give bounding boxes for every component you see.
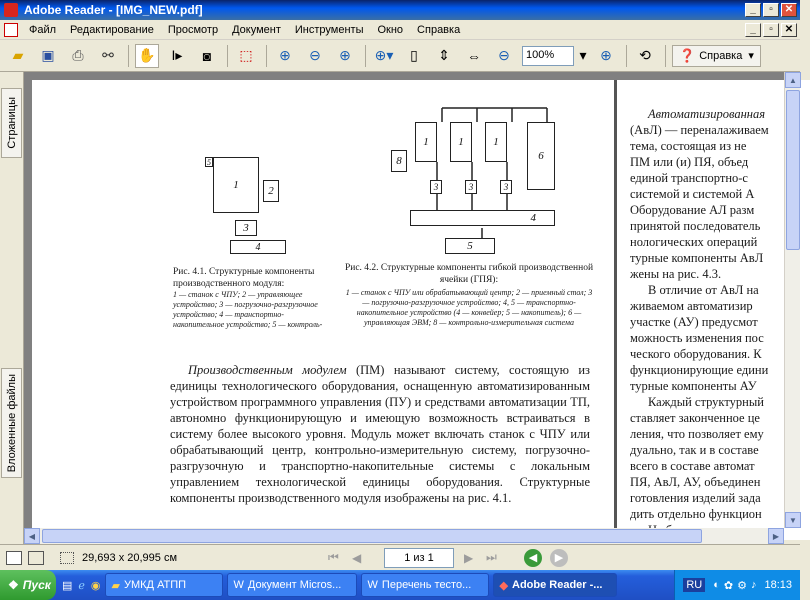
fig41-box-3: 3 — [235, 220, 257, 236]
zoom-in-icon[interactable]: ⊕ — [279, 47, 291, 63]
document-viewport[interactable] — [24, 72, 784, 528]
right-column-line: готовления изделий зада — [630, 491, 761, 505]
menu-window[interactable]: Окно — [377, 23, 404, 36]
help-button[interactable] — [672, 45, 761, 67]
rotate-view-icon[interactable]: ⟲ — [639, 47, 651, 63]
right-column-line: тема, состоящая из не — [630, 139, 747, 153]
windows-logo-icon: ❖ — [8, 578, 19, 592]
fig41-box-1: 1 — [213, 157, 259, 213]
minimize-button[interactable]: _ — [745, 3, 761, 17]
vertical-scrollbar[interactable] — [784, 72, 800, 528]
next-page-icon[interactable]: ▶ — [464, 550, 474, 565]
page-number-field[interactable]: 1 из 1 — [384, 548, 454, 568]
right-column-line: живаемом автоматизир — [630, 299, 753, 313]
tab-pages[interactable] — [1, 88, 22, 158]
tray-icon-2[interactable]: ✿ — [723, 579, 734, 592]
taskbar — [0, 570, 800, 600]
fig42-box-6: 6 — [527, 122, 555, 190]
toolbar-separator — [626, 45, 627, 67]
fig42-box-3b: 3 — [465, 180, 477, 194]
actual-size-icon[interactable]: ▯ — [410, 47, 418, 63]
menu-help[interactable]: Справка — [417, 23, 461, 36]
help-label: Справка — [699, 49, 743, 62]
fig42-box-3a: 3 — [430, 180, 442, 194]
toolbar-separator — [227, 45, 228, 67]
main-paragraph — [170, 362, 590, 506]
right-column-line: Каждый структурный — [648, 395, 764, 409]
fig41-box-4: 4 — [230, 240, 286, 254]
adobe-reader-icon — [4, 3, 18, 17]
word-icon: W — [233, 579, 244, 591]
menu-bar — [0, 20, 800, 40]
fig41-caption: Рис. 4.1. Структурные компоненты производственного модуля: — [173, 267, 315, 289]
fig41-legend: 1 — станок с ЧПУ; 2 — управляющее устройство; 3 — погрузочно-разгрузочное устройство; 4 — транспортно-накопительное устройство; 5 — контроль- — [173, 290, 323, 329]
scroll-left-icon[interactable]: ◀ — [24, 528, 40, 544]
menu-view[interactable]: Просмотр — [167, 23, 219, 36]
continuous-page-icon[interactable] — [28, 551, 44, 565]
select-text-icon[interactable]: I▸ — [171, 47, 183, 63]
task-adobe-reader[interactable] — [493, 573, 617, 597]
search-binoculars-icon[interactable]: ⚯ — [102, 47, 114, 63]
page-fold-shadow — [614, 80, 617, 540]
quicklaunch-icon[interactable]: ▤ — [62, 579, 73, 592]
folder-icon: ▰ — [111, 579, 120, 592]
scroll-up-icon[interactable]: ▲ — [785, 72, 801, 88]
right-column-line: жены на рис. 4.3. — [630, 267, 722, 281]
system-tray — [674, 570, 800, 600]
clock: 18:13 — [764, 579, 792, 591]
snapshot-icon[interactable]: ◙ — [202, 47, 212, 64]
right-column-line: турные компоненты АвЛ — [630, 251, 764, 265]
back-icon[interactable]: ◀ — [524, 549, 542, 567]
toolbar-separator — [128, 45, 129, 67]
ie-icon[interactable]: ℯ — [78, 579, 85, 592]
toolbar-separator — [665, 45, 666, 67]
adobe-icon: ◆ — [499, 579, 508, 592]
language-indicator[interactable]: RU — [683, 578, 705, 592]
right-column-line: единой транспортно-с — [630, 171, 748, 185]
page-size-text: 29,693 x 20,995 см — [82, 551, 178, 564]
right-column-line: ПМ или (и) ПЯ, объед — [630, 155, 749, 169]
toolbar-separator — [365, 45, 366, 67]
menu-document[interactable]: Документ — [232, 23, 281, 36]
fig42-box-1b: 1 — [450, 122, 472, 162]
help-icon: ❓ — [679, 47, 696, 63]
menu-tools[interactable]: Инструменты — [294, 23, 364, 36]
zoom-tool-icon[interactable]: ⊕▾ — [374, 47, 394, 63]
zoom-out-small-icon[interactable]: ⊖ — [498, 47, 510, 63]
right-column-line: В отличие от АвЛ на — [648, 283, 759, 297]
hand-tool-icon[interactable]: ✋ — [135, 44, 159, 68]
fig42-box-1c: 1 — [485, 122, 507, 162]
zoom-in-alt-icon[interactable]: ⊕ — [339, 47, 351, 63]
menu-file[interactable]: Файл — [29, 23, 57, 36]
right-column-line: ПЯ, АвЛ, АУ, объединен — [630, 475, 761, 489]
media-icon[interactable]: ◉ — [90, 579, 101, 592]
vertical-scroll-thumb[interactable] — [786, 90, 800, 250]
tray-icon-3[interactable]: ⚙ — [737, 579, 747, 592]
tab-pages-label: Страницы — [5, 97, 18, 149]
start-button[interactable] — [0, 570, 56, 600]
right-column-line: дуально, так и в составе — [630, 443, 759, 457]
doc-restore-button[interactable]: ▫ — [763, 23, 779, 37]
word-icon: W — [367, 579, 378, 591]
chevron-down-icon: ▾ — [748, 50, 754, 62]
fit-width-icon[interactable]: ⇔ — [467, 47, 481, 64]
pdf-document-icon[interactable] — [4, 23, 18, 37]
task-umkd[interactable] — [105, 573, 223, 597]
tab-attachments[interactable] — [1, 368, 22, 478]
navigation-pane — [0, 72, 24, 544]
window-title: Adobe Reader - [IMG_NEW.pdf] — [24, 3, 203, 17]
main-paragraph-text: (ПМ) называют систему, состоящую из единицы технологического оборудования, оснащенную автоматизированным устройством программного управления (ПУ) и средствами автоматизации ТП, автономно функционирующую и имеющую возможность встраиваться в систему более высокого уровня. Модуль может включать станок с ЧПУ или обрабатывающий центр, контрольно-измерительную систему, погрузочно-разгрузочную и транспортно-накопительные системы с локальным управлением технологической единицы оборудования. Структурные компоненты производственного модуля изображены на рис. 4.1. — [170, 363, 590, 505]
zoom-dropdown-icon[interactable]: ▾ — [579, 47, 587, 63]
prev-page-icon[interactable]: ◀ — [352, 550, 362, 565]
last-page-icon[interactable]: ⏭ — [486, 550, 497, 564]
right-column-line: можность изменения пос — [630, 331, 764, 345]
scroll-down-icon[interactable]: ▼ — [785, 512, 801, 528]
save-icon[interactable]: ▣ — [41, 47, 55, 63]
right-column-line: всего в составе автомат — [630, 459, 755, 473]
right-column-line: (АвЛ) — переналаживаем — [630, 123, 769, 137]
status-bar — [0, 544, 800, 570]
pdf-page — [32, 80, 810, 540]
title-bar — [0, 0, 800, 20]
task-word-doc[interactable] — [227, 573, 357, 597]
fit-page-icon[interactable]: ⇕ — [438, 47, 450, 63]
right-column-line: ческого оборудования. К — [630, 347, 762, 361]
main-paragraph-term: Производственным модулем — [188, 363, 347, 377]
start-label: Пуск — [22, 578, 51, 592]
doc-close-button[interactable]: ✕ — [781, 23, 797, 37]
crop-icon[interactable]: ⬚ — [239, 47, 253, 63]
right-column-line: Оборудование АЛ разм — [630, 203, 755, 217]
fig42-legend: 1 — станок с ЧПУ или обрабатывающий центр; 2 — приемный стол; 3 — погрузочно-разгрузочное устройство; 4, 5 — транспортно-накопительное устройство (4 — конвейер; 5 — накопитель); 6 — управляющая ЭВМ; 8 — контрольно-измерительная система — [345, 288, 593, 327]
scroll-right-icon[interactable]: ▶ — [768, 528, 784, 544]
right-column-line: ления, что позволяет ему — [630, 427, 764, 441]
fig42-caption: Рис. 4.2. Структурные компоненты гибкой производственной ячейки (ГПЯ): — [344, 263, 594, 285]
task-word-list-label: Перечень тесто... — [381, 579, 472, 591]
close-button[interactable]: ✕ — [781, 3, 797, 17]
first-page-icon[interactable]: ⏮ — [328, 550, 339, 564]
volume-icon[interactable]: ♪ — [750, 579, 757, 591]
single-page-icon[interactable] — [6, 551, 22, 565]
fig42-box-3c: 3 — [500, 180, 512, 194]
task-umkd-label: УМКД АТПП — [124, 579, 187, 591]
horizontal-scroll-thumb[interactable] — [42, 529, 702, 543]
right-column-line: Автоматизированная — [648, 107, 766, 121]
fig42-box-1a: 1 — [415, 122, 437, 162]
task-word-list[interactable] — [361, 573, 489, 597]
horizontal-scrollbar[interactable] — [24, 528, 784, 544]
zoom-field[interactable]: 100% — [522, 46, 574, 66]
zoom-in-small-icon[interactable]: ⊕ — [600, 47, 612, 63]
print-icon[interactable]: ⎙ — [72, 47, 84, 63]
fig41-box-2: 2 — [263, 180, 279, 202]
task-adobe-reader-label: Adobe Reader -... — [512, 579, 603, 591]
doc-minimize-button[interactable]: _ — [745, 23, 761, 37]
right-column-text — [630, 106, 810, 538]
right-column-line: функционирующие едини — [630, 363, 769, 377]
toolbar — [0, 40, 800, 72]
tab-attachments-label: Вложенные файлы — [5, 373, 18, 473]
zoom-out-icon[interactable]: ⊖ — [309, 47, 321, 63]
tray-icon-1[interactable]: ◐ — [713, 579, 720, 591]
right-column-line: ставляет законченное це — [630, 411, 760, 425]
forward-icon[interactable]: ▶ — [550, 549, 568, 567]
right-column-line: нологических операций — [630, 235, 758, 249]
right-column-line: принятой последователь — [630, 219, 761, 233]
right-column-line: дить отдельно функцион — [630, 507, 762, 521]
task-word-doc-label: Документ Micros... — [247, 579, 342, 591]
open-icon[interactable]: ▰ — [12, 47, 24, 63]
toolbar-separator — [266, 45, 267, 67]
page-size-icon — [60, 552, 74, 564]
fig42-box-5: 5 — [445, 238, 495, 254]
fig42-box-8: 8 — [391, 150, 407, 172]
right-column-line: турные компоненты АУ — [630, 379, 757, 393]
right-column-line: участке (АУ) предусмот — [630, 315, 758, 329]
fig42-box-4: 4 — [410, 210, 555, 226]
maximize-button[interactable]: ▫ — [763, 3, 779, 17]
fig41-box-5: 5 — [207, 157, 211, 167]
menu-edit[interactable]: Редактирование — [70, 23, 154, 36]
right-column-line: системой и системой А — [630, 187, 755, 201]
